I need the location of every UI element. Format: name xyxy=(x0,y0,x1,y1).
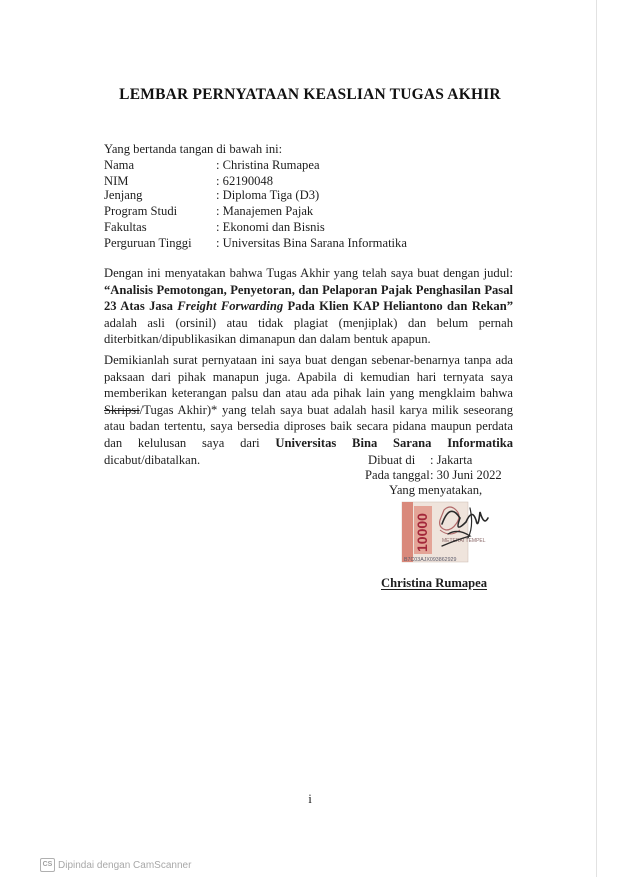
field-label: NIM xyxy=(104,174,129,188)
svg-text:METERAI TEMPEL: METERAI TEMPEL xyxy=(442,538,486,544)
statement-rest: adalah asli (orsinil) atau tidak plagiat (menjiplak) dan belum pernah diterbitkan/dipublikasikan dimanapun dan dalam bentuk apapun. xyxy=(104,315,513,347)
field-label: Nama xyxy=(104,158,135,172)
field-label: Jenjang xyxy=(104,188,143,202)
place-label: Dibuat di xyxy=(368,453,416,467)
document-title: LEMBAR PERNYATAAN KEASLIAN TUGAS AKHIR xyxy=(119,86,501,103)
closing-text: Yang menyatakan, xyxy=(389,483,483,497)
statement-lead: Dengan ini menyatakan bahwa Tugas Akhir yang telah saya buat dengan judul: xyxy=(104,266,513,280)
page-edge-line xyxy=(596,0,597,877)
statement-paragraph xyxy=(104,265,513,348)
svg-text:10000: 10000 xyxy=(414,513,430,552)
camscanner-icon: CS xyxy=(40,858,55,872)
field-value: : Ekonomi dan Bisnis xyxy=(216,220,325,234)
date-value: : 30 Juni 2022 xyxy=(430,468,502,482)
signer-name: Christina Rumapea xyxy=(381,576,488,590)
declaration-paragraph: Demikianlah surat pernyataan ini saya buat dengan sebenar-benarnya tanpa ada paksaan dari pihak manapun juga. Apabila di kemudian hari ternyata saya memberikan keterangan palsu dan atau ada pihak lain yang mengklaim bahwa Skripsi/Tugas Akhir)* yang telah saya buat adalah hasil karya milik seseorang atau badan tertentu, saya bersedia diproses baik secara pidana maupun perdata dan kelulusan saya dari Universitas Bina Sarana Informatika dicabut/dibatalkan. xyxy=(104,353,513,467)
field-label: Perguruan Tinggi xyxy=(104,236,192,250)
scanner-watermark xyxy=(40,858,191,872)
date-label: Pada tanggal xyxy=(365,468,430,482)
field-value: : Universitas Bina Sarana Informatika xyxy=(216,236,407,250)
field-value: : Diploma Tiga (D3) xyxy=(216,188,320,202)
thesis-title: “Analisis Pemotongan, Penyetoran, dan Pelaporan Pajak Penghasilan Pasal 23 Atas Jasa Freight Forwarding Pada Klien KAP Heliantono dan Rekan” xyxy=(104,282,514,314)
scanner-text: Dipindai dengan CamScanner xyxy=(58,859,192,871)
page-number: i xyxy=(308,791,312,806)
field-value: : Manajemen Pajak xyxy=(216,204,314,218)
field-value: : Christina Rumapea xyxy=(216,158,320,172)
field-value: : 62190048 xyxy=(216,174,274,188)
revenue-stamp xyxy=(400,500,492,566)
svg-text:B7C03AJX093862929: B7C03AJX093862929 xyxy=(404,557,457,563)
field-label: Program Studi xyxy=(104,204,178,218)
place-value: : Jakarta xyxy=(430,453,473,467)
university-name: Universitas Bina Sarana Informatika xyxy=(275,435,513,450)
intro-text: Yang bertanda tangan di bawah ini: xyxy=(104,142,283,156)
struck-word: Skripsi xyxy=(104,402,140,417)
field-label: Fakultas xyxy=(104,220,147,234)
